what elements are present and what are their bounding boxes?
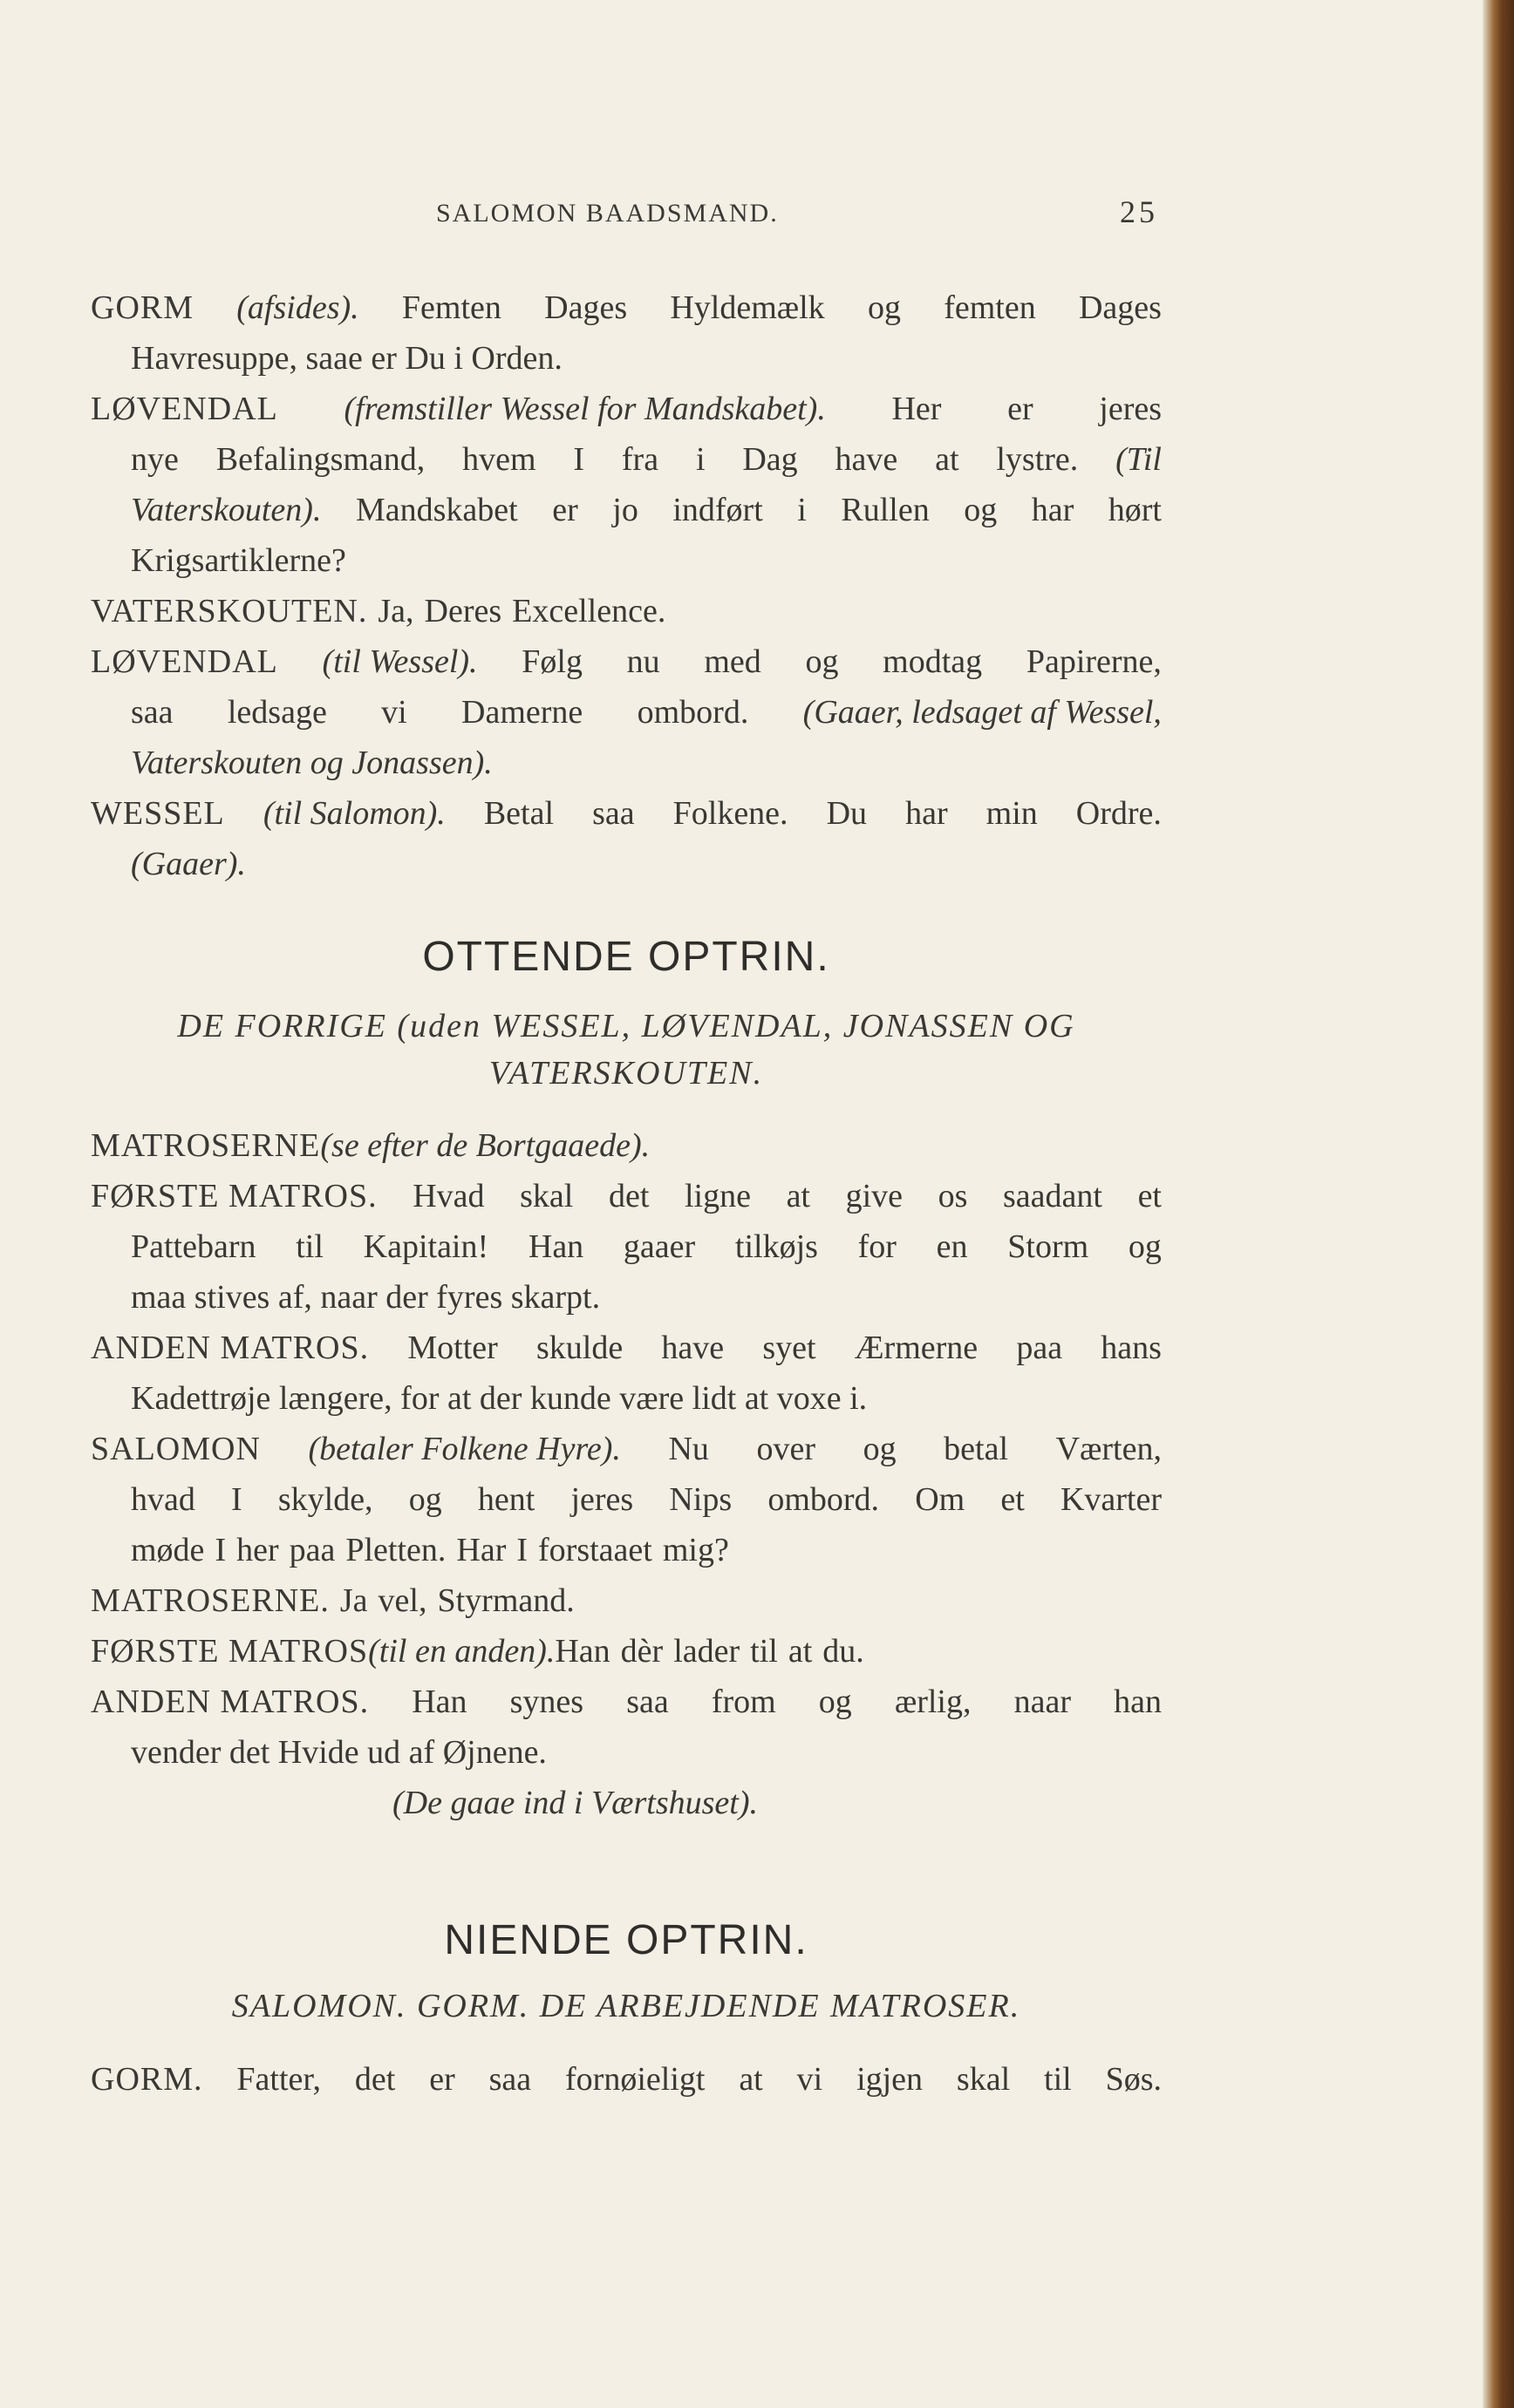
text-line: ANDEN MATROS. Motter skulde have syet Ærmerne paa hans (91, 1330, 1162, 1366)
text-line: VATERSKOUTEN. Ja, Deres Excellence. (91, 593, 666, 629)
text-line: ANDEN MATROS. Han synes saa from og ærlig, naar han (91, 1684, 1162, 1720)
text-line: WESSEL (til Salomon). Betal saa Folkene. Du har min Ordre. (91, 795, 1162, 832)
stage-direction-line: (De gaae ind i Værtshuset). (392, 1785, 759, 1821)
running-head (0, 194, 1483, 234)
text-line: MATROSERNE. Ja vel, Styrmand. (91, 1582, 575, 1619)
text-line: FØRSTE MATROS (til en anden). Han dèr lader til at du. (91, 1633, 864, 1670)
scene-heading-8: OTTENDE OPTRIN. (422, 934, 830, 980)
text-line: vender det Hvide ud af Øjnene. (131, 1734, 547, 1771)
text-line: LØVENDAL (fremstiller Wessel for Mandskabet). Her er jeres (91, 391, 1162, 427)
scene-8-characters-line-1: DE FORRIGE (uden WESSEL, LØVENDAL, JONASSEN OG (177, 1008, 1075, 1044)
text-line: saa ledsage vi Damerne ombord. (Gaaer, ledsaget af Wessel, (131, 694, 1162, 731)
text-line: Pattebarn til Kapitain! Han gaaer tilkøjs for en Storm og (131, 1228, 1162, 1265)
dialogue-block-2 (91, 1120, 1162, 1828)
text-line: GORM (afsides). Femten Dages Hyldemælk og femten Dages (91, 289, 1162, 326)
text-line: (Gaaer). (131, 846, 246, 882)
dialogue-block-3 (91, 2054, 1162, 2105)
text-line: møde I her paa Pletten. Har I forstaaet mig? (131, 1532, 729, 1568)
scene-9-characters: SALOMON. GORM. DE ARBEJDENDE MATROSER. (231, 1988, 1021, 2024)
text-line: maa stives af, naar der fyres skarpt. (131, 1279, 601, 1316)
text-line: GORM. Fatter, det er saa fornøieligt at vi igjen skal til Søs. (91, 2061, 1162, 2098)
text-line: Vaterskouten og Jonassen). (131, 745, 493, 781)
text-line: hvad I skylde, og hent jeres Nips ombord. Om et Kvarter (131, 1481, 1162, 1518)
text-line: Vaterskouten). Mandskabet er jo indført i Rullen og har hørt (131, 492, 1162, 528)
text-line: Krigsartiklerne? (131, 542, 346, 579)
page-number: 25 (1120, 194, 1158, 229)
dialogue-block-1 (91, 282, 1162, 889)
text-line: SALOMON (betaler Folkene Hyre). Nu over og betal Værten, (91, 1431, 1162, 1467)
text-line: MATROSERNE (se efter de Bortgaaede). (91, 1127, 651, 1164)
text-line: LØVENDAL (til Wessel). Følg nu med og modtag Papirerne, (91, 643, 1162, 680)
text-line: FØRSTE MATROS. Hvad skal det ligne at give os saadant et (91, 1178, 1162, 1214)
text-line: nye Befalingsmand, hvem I fra i Dag have at lystre. (Til (131, 441, 1162, 478)
scene-heading-9: NIENDE OPTRIN. (444, 1917, 808, 1963)
text-line: Havresuppe, saae er Du i Orden. (131, 340, 563, 377)
scene-8-characters-line-2: VATERSKOUTEN. (488, 1055, 764, 1092)
running-title: SALOMON BAADSMAND. (436, 199, 779, 228)
text-line: Kadettrøje længere, for at der kunde være lidt at voxe i. (131, 1380, 868, 1417)
book-spine-edge (1483, 0, 1514, 2408)
